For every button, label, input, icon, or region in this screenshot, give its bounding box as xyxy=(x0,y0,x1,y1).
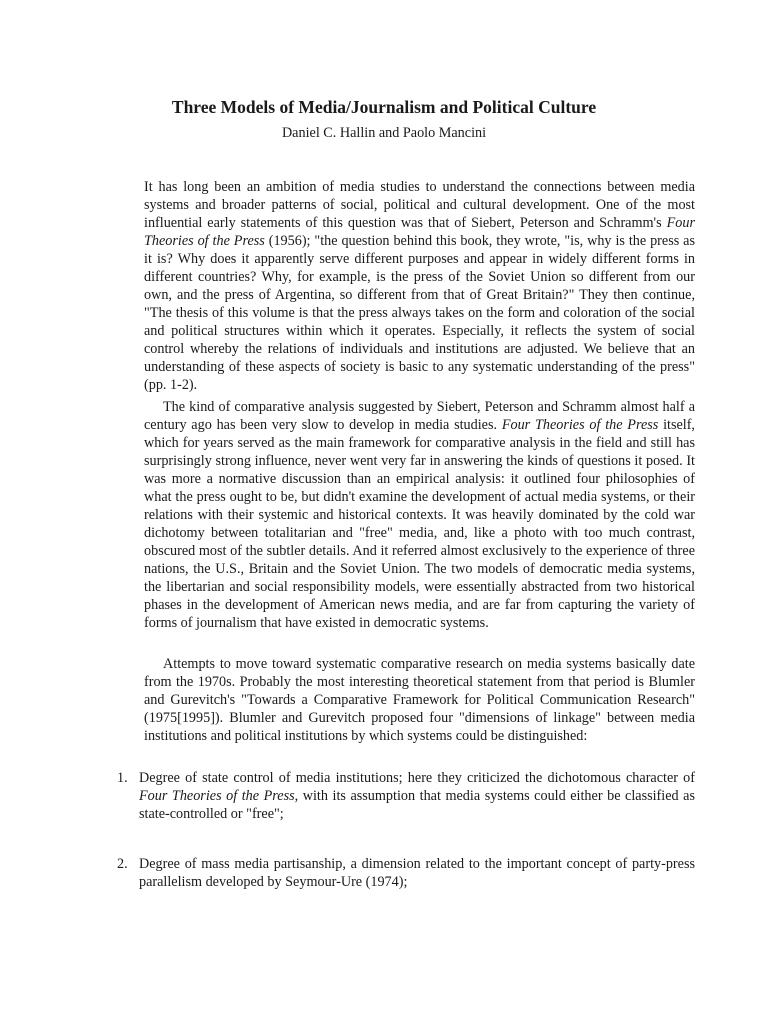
paragraph-2 xyxy=(144,398,695,632)
list-item-text-b: , with its assumption that media systems could either be classified as state-controlled or "free"; xyxy=(139,788,695,822)
list-item xyxy=(117,855,695,891)
book-title: Four Theories of the Press xyxy=(139,788,295,804)
list-item-text xyxy=(139,855,695,891)
paragraph-1 xyxy=(144,178,695,394)
paragraph-3: Attempts to move toward systematic comparative research on media systems basically date from the 1970s. Probably the most interesting theoretical statement from that period is Blumler and Gurevitch's "Towards a Comparative Framework for Political Communication Research" (1975[1995]). Blumler and Gurevitch proposed four "dimensions of linkage" between media institutions and political institutions by which systems could be distinguished: xyxy=(144,656,695,744)
list-item xyxy=(117,769,695,823)
paragraph-1-text-a: It has long been an ambition of media studies to understand the connections between media systems and broader patterns of social, political and cultural development. One of the most influential early statements of this question was that of Siebert, Peterson and Schramm's xyxy=(144,179,695,231)
list-number: 2. xyxy=(117,856,128,872)
list-number: 1. xyxy=(117,770,128,786)
list-item-text-a: Degree of mass media partisanship, a dimension related to the important concept of party-press parallelism developed by Seymour-Ure (1974); xyxy=(139,856,695,890)
paragraph-1-text-b: (1956); "the question behind this book, they wrote, "is, why is the press as it is? Why does it apparently serve different purposes and appear in widely different forms in different countries? Why, for example, is the press of the Soviet Union so different from our own, and the press of Argentina, so different from that of Great Britain?" They then continue, "The thesis of this volume is that the press always takes on the form and coloration of the social and political structures within which it operates. Especially, it reflects the system of social control whereby the relations of individuals and institutions are adjusted. We believe that an understanding of these aspects of society is basic to any systematic understanding of the press" (pp. 1-2). xyxy=(144,233,695,393)
paragraph-2-text-b: itself, which for years served as the main framework for comparative analysis in the field and still has surprisingly strong influence, never went very far in answering the kinds of questions it posed. It was more a normative discussion than an empirical analysis: it outlined four philosophies of what the press ought to be, but didn't examine the development of actual media systems, or their relations with their systemic and historical contexts. It was heavily dominated by the cold war dichotomy between totalitarian and "free" media, and, like a photo with too much contrast, obscured most of the subtler details. And it referred almost exclusively to the experience of three nations, the U.S., Britain and the Soviet Union. The two models of democratic media systems, the libertarian and social responsibility models, were essentially abstracted from two historical phases in the development of American news media, and are far from capturing the variety of forms of journalism that have existed in democratic systems. xyxy=(144,417,695,631)
list-item-text xyxy=(139,769,695,823)
authors-line: Daniel C. Hallin and Paolo Mancini xyxy=(281,125,487,141)
book-title: Four Theories of the Press xyxy=(501,417,659,433)
paragraph-2-text-a: The kind of comparative analysis suggested by Siebert, Peterson and Schramm almost half a century ago has been very slow to develop in media studies. xyxy=(144,399,695,433)
page-title: Three Models of Media/Journalism and Political Culture xyxy=(171,97,597,117)
book-title: Four Theories of the Press xyxy=(144,215,695,249)
list-item-text-a: Degree of state control of media institutions; here they criticized the dichotomous character of xyxy=(139,770,695,786)
